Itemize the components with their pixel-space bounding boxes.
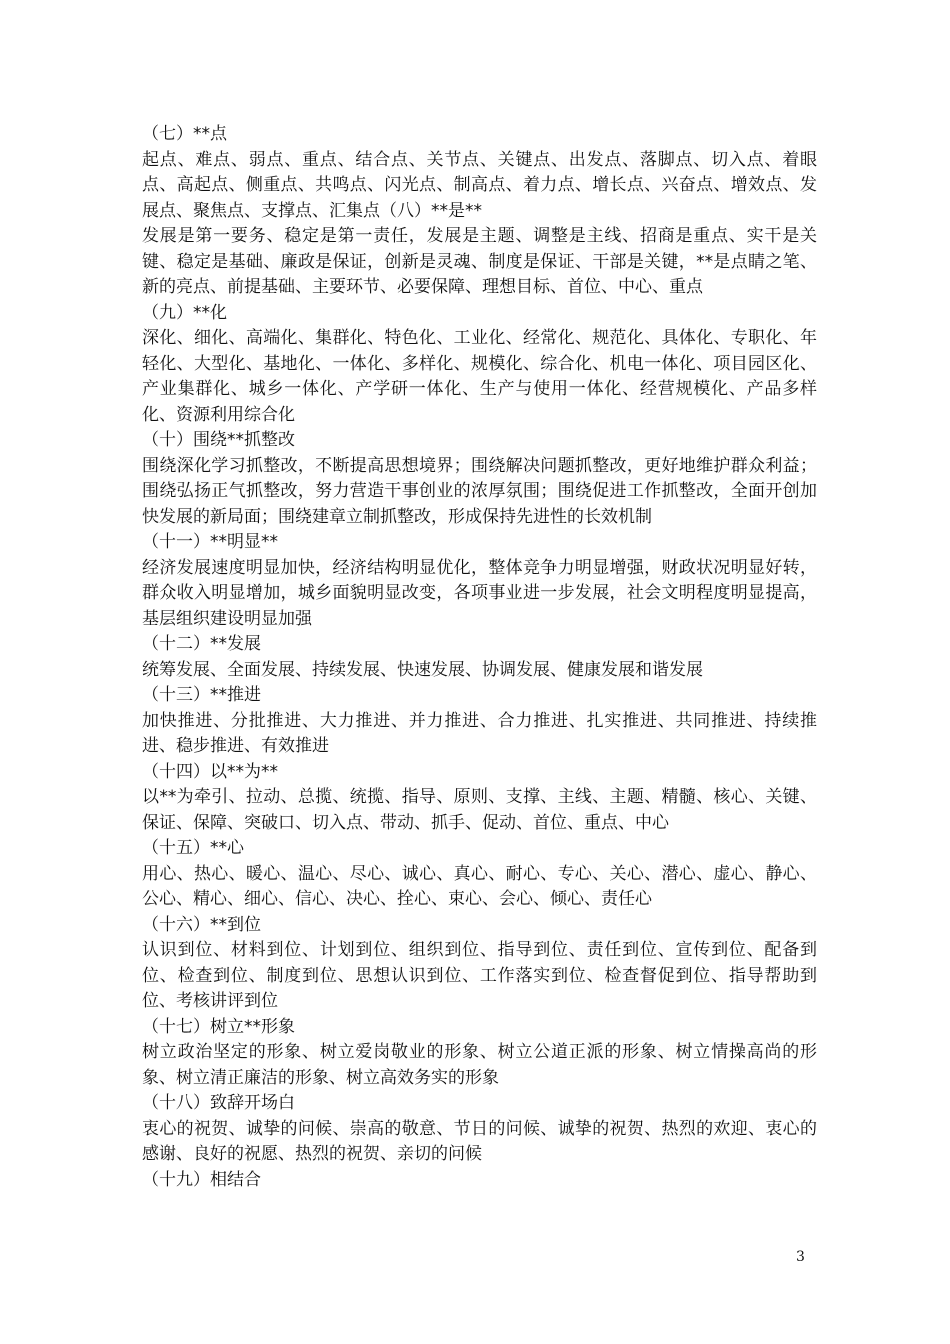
- section-paragraph: 认识到位、材料到位、计划到位、组织到位、指导到位、责任到位、宣传到位、配备到位、检查到位、制度到位、思想认识到位、工作落实到位、检查督促到位、指导帮助到位、考核讲评到位: [142, 940, 817, 1011]
- section-heading: （七）**点: [142, 124, 227, 144]
- section-paragraph: 以**为牵引、拉动、总揽、统揽、指导、原则、支撑、主线、主题、精髓、核心、关键、保证、保障、突破口、切入点、带动、抓手、促动、首位、重点、中心: [142, 787, 817, 833]
- section-heading: （十三）**推进: [142, 685, 261, 705]
- section-16: [142, 913, 817, 1015]
- section-heading: （十六）**到位: [142, 914, 261, 935]
- section-heading: （十五）**心: [142, 838, 244, 858]
- section-paragraph: 起点、难点、弱点、重点、结合点、关节点、关键点、出发点、落脚点、切入点、着眼点、高起点、侧重点、共鸣点、闪光点、制高点、着力点、增长点、兴奋点、增效点、发展点、聚焦点、支撑点、汇集点（八）**是**: [142, 149, 817, 221]
- section-9: [142, 301, 817, 429]
- section-heading: （十七）树立**形象: [142, 1016, 295, 1037]
- section-heading: （九）**化: [142, 302, 227, 323]
- section-paragraph: 加快推进、分批推进、大力推进、并力推进、合力推进、扎实推进、共同推进、持续推进、稳步推进、有效推进: [142, 710, 817, 756]
- section-heading: （十一）**明显**: [142, 532, 278, 552]
- section-heading: （十四）以**为**: [142, 761, 278, 782]
- section-paragraph: 经济发展速度明显加快，经济结构明显优化，整体竞争力明显增强，财政状况明显好转，群众收入明显增加，城乡面貌明显改变，各项事业进一步发展，社会文明程度明显提高，基层组织建设明显加强: [142, 557, 817, 629]
- section-17: [142, 1015, 817, 1092]
- section-18: [142, 1091, 817, 1168]
- section-paragraph: 深化、细化、高端化、集群化、特色化、工业化、经常化、规范化、具体化、专职化、年轻化、大型化、基地化、一体化、多样化、规模化、综合化、机电一体化、项目园区化、产业集群化、城乡一体化、产学研一体化、生产与使用一体化、经营规模化、产品多样化、资源利用综合化: [142, 328, 817, 425]
- section-paragraph: 统筹发展、全面发展、持续发展、快速发展、协调发展、健康发展和谐发展: [142, 659, 703, 680]
- document-body: [142, 122, 817, 1193]
- section-14: [142, 760, 817, 837]
- section-11: [142, 530, 817, 632]
- section-19: [142, 1168, 817, 1194]
- section-paragraph: 树立政治坚定的形象、树立爱岗敬业的形象、树立公道正派的形象、树立情操高尚的形象、树立清正廉洁的形象、树立高效务实的形象: [142, 1042, 817, 1088]
- section-heading: （十九）相结合: [142, 1169, 261, 1190]
- section-heading: （十）围绕**抓整改: [142, 430, 295, 450]
- section-7: [142, 122, 817, 224]
- section-12: [142, 632, 817, 683]
- section-8-body: [142, 224, 817, 301]
- section-13: [142, 683, 817, 760]
- section-paragraph: 围绕深化学习抓整改，不断提高思想境界；围绕解决问题抓整改，更好地维护群众利益；围绕弘扬正气抓整改，努力营造干事创业的浓厚氛围；围绕促进工作抓整改，全面开创加快发展的新局面；围绕建章立制抓整改，形成保持先进性的长效机制: [142, 455, 817, 527]
- page-number: 3: [796, 1249, 805, 1265]
- section-paragraph: 用心、热心、暖心、温心、尽心、诚心、真心、耐心、专心、关心、潜心、虚心、静心、公心、精心、细心、信心、决心、拴心、束心、会心、倾心、责任心: [142, 863, 817, 909]
- section-heading: （十二）**发展: [142, 634, 261, 654]
- section-10: [142, 428, 817, 530]
- section-heading: （十八）致辞开场白: [142, 1093, 295, 1113]
- section-paragraph: 衷心的祝贺、诚挚的问候、崇高的敬意、节日的问候、诚挚的祝贺、热烈的欢迎、衷心的感谢、良好的祝愿、热烈的祝贺、亲切的问候: [142, 1118, 817, 1164]
- section-paragraph: 发展是第一要务、稳定是第一责任，发展是主题、调整是主线、招商是重点、实干是关键、稳定是基础、廉政是保证，创新是灵魂、制度是保证、干部是关键，**是点睛之笔、新的亮点、前提基础、主要环节、必要保障、理想目标、首位、中心、重点: [142, 226, 817, 297]
- section-15: [142, 836, 817, 913]
